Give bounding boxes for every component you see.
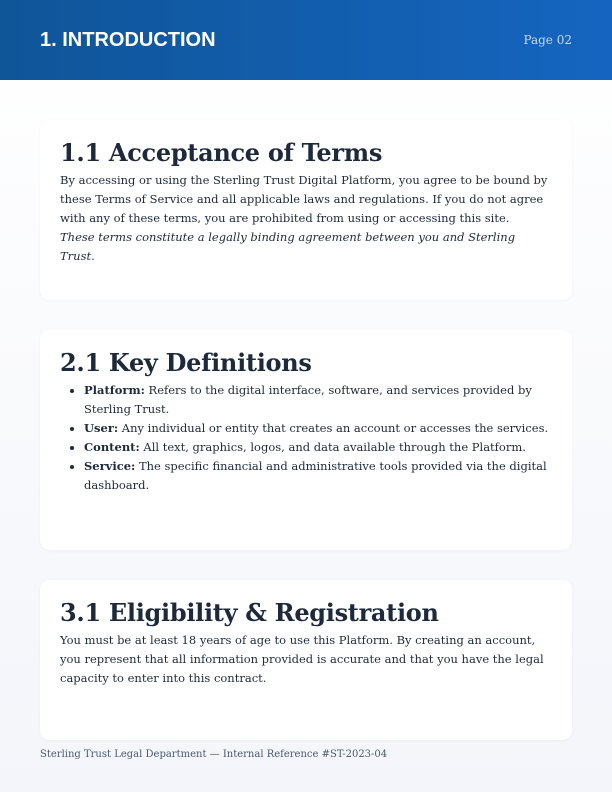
section-note: These terms constitute a legally binding agreement between you and Sterling Trust. [60, 230, 516, 263]
section-body: By accessing or using the Sterling Trust Digital Platform, you agree to be bound by these Terms of Service and all applicable laws and regulations. If you do not agree with any of these terms, you are prohibited from using or accessing this site. [60, 173, 548, 225]
term: User: [84, 421, 119, 435]
footer-reference: Sterling Trust Legal Department — Internal Reference #ST-2023-04 [40, 749, 388, 760]
section-title: 2.1 Key Definitions [60, 348, 312, 377]
term: Service: [84, 459, 136, 473]
list-item [84, 381, 552, 419]
chapter-title: 1. INTRODUCTION [40, 28, 216, 51]
definition: Any individual or entity that creates an account or accesses the services. [118, 421, 549, 435]
list-item [84, 457, 552, 495]
section-title: 3.1 Eligibility & Registration [60, 598, 439, 627]
term: Content: [84, 440, 140, 454]
section-definitions [40, 330, 572, 550]
section-eligibility [40, 580, 572, 740]
definitions-list [60, 381, 552, 495]
section-title: 1.1 Acceptance of Terms [60, 138, 383, 167]
page-number: Page 02 [523, 33, 572, 47]
list-item [84, 419, 552, 438]
section-body: You must be at least 18 years of age to use this Platform. By creating an account, you represent that all information provided is accurate and that you have the legal capacity to enter into this contract. [60, 633, 544, 685]
list-item [84, 438, 552, 457]
page-header [0, 0, 612, 80]
definition: All text, graphics, logos, and data available through the Platform. [139, 440, 526, 454]
term: Platform: [84, 383, 145, 397]
definition: Refers to the digital interface, software, and services provided by Sterling Trust. [84, 383, 532, 416]
definition: The specific financial and administrative tools provided via the digital dashboard. [84, 459, 547, 492]
section-acceptance [40, 120, 572, 300]
